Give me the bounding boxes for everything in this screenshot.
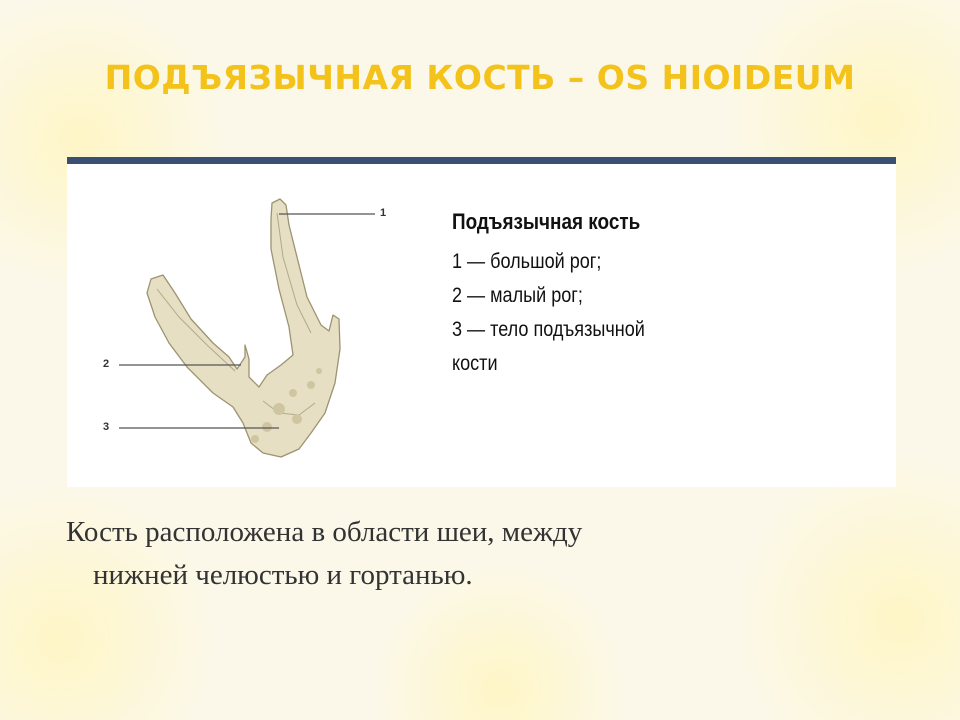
caption-title: Подъязычная кость (452, 209, 641, 234)
caption-line: 1 — большой рог; (452, 250, 602, 273)
label-number-2: 2 (103, 358, 110, 370)
caption-line: кости (452, 352, 498, 375)
body-paragraph (66, 511, 896, 597)
label-number-3: 3 (103, 421, 110, 433)
slide-title: ПОДЪЯЗЫЧНАЯ КОСТЬ – OS HIOIDEUM (104, 58, 856, 97)
body-line-1: Кость расположена в области шеи, между (66, 516, 583, 548)
label-number-1: 1 (380, 207, 387, 219)
figure-caption (452, 209, 752, 381)
caption-line: 2 — малый рог; (452, 284, 583, 307)
caption-line: 3 — тело подъязычной (452, 318, 645, 341)
hyoid-figure (67, 157, 896, 487)
body-line-2: нижней челюстью и гортанью. (93, 559, 473, 591)
